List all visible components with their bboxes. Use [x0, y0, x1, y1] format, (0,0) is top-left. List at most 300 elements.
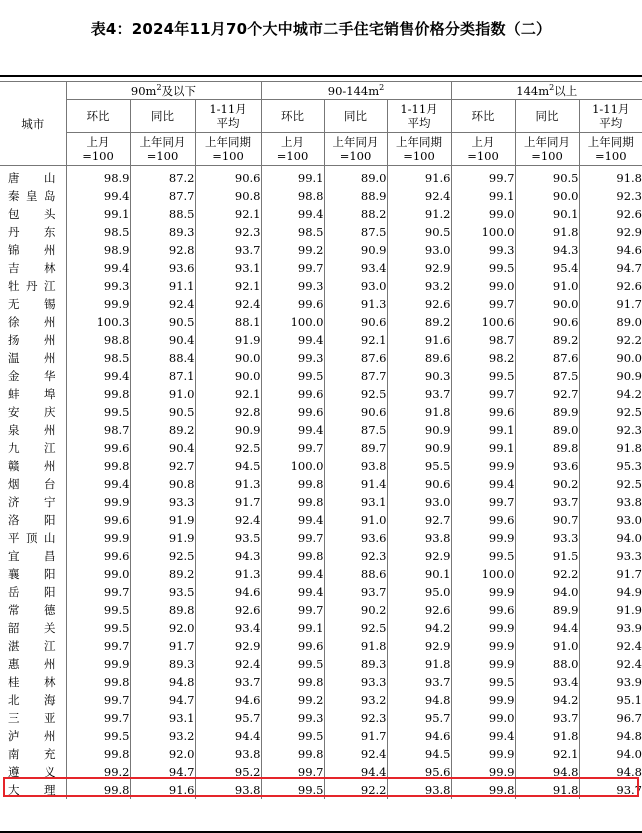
index-value: 91.0 — [515, 637, 579, 655]
index-value: 99.9 — [66, 655, 130, 673]
index-value: 93.6 — [324, 529, 387, 547]
index-value: 100.6 — [451, 313, 515, 331]
index-value: 89.7 — [324, 439, 387, 457]
index-value: 90.6 — [324, 403, 387, 421]
table-row — [0, 349, 642, 367]
index-value: 92.5 — [579, 475, 642, 493]
city-name: 牡丹江 — [8, 279, 56, 293]
index-value: 93.7 — [515, 493, 579, 511]
index-value: 94.8 — [579, 727, 642, 745]
index-value: 93.0 — [324, 277, 387, 295]
index-value: 99.6 — [66, 439, 130, 457]
index-value: 99.1 — [451, 421, 515, 439]
index-value: 92.4 — [579, 655, 642, 673]
index-value: 89.0 — [515, 421, 579, 439]
table-row — [0, 709, 642, 727]
index-value: 92.4 — [195, 511, 261, 529]
city-name: 九江 — [8, 441, 56, 455]
price-index-table — [0, 81, 642, 799]
index-value: 95.2 — [195, 763, 261, 781]
index-value: 93.0 — [387, 241, 451, 259]
table-row — [0, 403, 642, 421]
index-value: 93.7 — [195, 241, 261, 259]
mom-header: 环比 — [261, 100, 324, 133]
table-row — [0, 547, 642, 565]
index-value: 93.3 — [130, 493, 195, 511]
index-value: 91.9 — [195, 331, 261, 349]
index-value: 92.9 — [195, 637, 261, 655]
index-value: 88.4 — [130, 349, 195, 367]
index-value: 92.7 — [387, 511, 451, 529]
index-value: 92.9 — [387, 547, 451, 565]
index-value: 99.9 — [451, 637, 515, 655]
index-value: 99.1 — [451, 187, 515, 205]
index-value: 95.7 — [387, 709, 451, 727]
index-value: 91.5 — [515, 547, 579, 565]
index-value: 96.7 — [579, 709, 642, 727]
index-value: 99.4 — [66, 187, 130, 205]
index-value: 92.7 — [515, 385, 579, 403]
index-value: 99.5 — [66, 727, 130, 745]
index-value: 90.6 — [387, 475, 451, 493]
ytd-header: 1-11月 平均 — [579, 100, 642, 133]
index-value: 90.7 — [515, 511, 579, 529]
index-value: 98.7 — [66, 421, 130, 439]
index-value: 90.0 — [195, 367, 261, 385]
index-value: 90.2 — [515, 475, 579, 493]
index-value: 92.9 — [387, 637, 451, 655]
table-row — [0, 331, 642, 349]
index-value: 90.6 — [195, 166, 261, 188]
index-value: 89.0 — [324, 166, 387, 188]
index-value: 100.0 — [451, 223, 515, 241]
index-value: 90.5 — [130, 403, 195, 421]
table-row — [0, 583, 642, 601]
yoy-header: 同比 — [130, 100, 195, 133]
index-value: 99.7 — [261, 763, 324, 781]
index-value: 92.4 — [324, 745, 387, 763]
index-value: 95.1 — [579, 691, 642, 709]
ytd-base: 上年同期 =100 — [387, 133, 451, 166]
index-value: 92.4 — [579, 637, 642, 655]
index-value: 94.2 — [515, 691, 579, 709]
index-value: 94.8 — [387, 691, 451, 709]
index-value: 88.2 — [324, 205, 387, 223]
index-value: 93.1 — [130, 709, 195, 727]
index-value: 99.7 — [451, 295, 515, 313]
mom-base: 上月 =100 — [451, 133, 515, 166]
index-value: 91.8 — [579, 439, 642, 457]
yoy-header: 同比 — [324, 100, 387, 133]
index-value: 99.7 — [451, 166, 515, 188]
city-name: 济宁 — [8, 495, 56, 509]
table-row — [0, 763, 642, 781]
city-name: 韶关 — [8, 621, 56, 635]
index-value: 99.8 — [66, 745, 130, 763]
index-value: 94.3 — [515, 241, 579, 259]
index-value: 92.8 — [195, 403, 261, 421]
index-value: 91.3 — [195, 475, 261, 493]
index-value: 94.8 — [579, 763, 642, 781]
index-value: 99.4 — [451, 727, 515, 745]
index-value: 91.8 — [515, 727, 579, 745]
city-name: 包头 — [8, 207, 56, 221]
index-value: 99.0 — [451, 205, 515, 223]
index-value: 92.5 — [195, 439, 261, 457]
index-value: 95.5 — [387, 457, 451, 475]
index-value: 91.7 — [195, 493, 261, 511]
index-value: 87.7 — [324, 367, 387, 385]
index-value: 93.8 — [387, 529, 451, 547]
index-value: 93.7 — [387, 673, 451, 691]
index-value: 94.8 — [130, 673, 195, 691]
mom-header: 环比 — [451, 100, 515, 133]
index-value: 99.6 — [451, 403, 515, 421]
index-value: 95.0 — [387, 583, 451, 601]
index-value: 99.7 — [66, 583, 130, 601]
index-value: 99.9 — [451, 691, 515, 709]
index-value: 91.7 — [324, 727, 387, 745]
index-value: 99.8 — [261, 547, 324, 565]
index-value: 99.7 — [261, 439, 324, 457]
index-value: 90.9 — [324, 241, 387, 259]
table-row — [0, 205, 642, 223]
index-value: 92.3 — [324, 547, 387, 565]
index-value: 100.0 — [451, 565, 515, 583]
index-value: 99.9 — [451, 745, 515, 763]
index-value: 93.0 — [579, 511, 642, 529]
mom-base: 上月 =100 — [261, 133, 324, 166]
index-value: 92.6 — [387, 601, 451, 619]
table-row — [0, 313, 642, 331]
yoy-base: 上年同月 =100 — [130, 133, 195, 166]
index-value: 99.5 — [261, 781, 324, 799]
index-value: 93.8 — [195, 781, 261, 799]
index-value: 92.3 — [579, 187, 642, 205]
index-value: 98.8 — [261, 187, 324, 205]
city-name: 徐州 — [8, 315, 56, 329]
index-value: 92.2 — [579, 331, 642, 349]
index-value: 99.7 — [66, 709, 130, 727]
index-value: 99.1 — [261, 619, 324, 637]
index-value: 99.5 — [261, 727, 324, 745]
table-row — [0, 439, 642, 457]
index-value: 99.5 — [66, 601, 130, 619]
index-value: 92.6 — [579, 205, 642, 223]
index-value: 94.7 — [130, 691, 195, 709]
index-value: 99.5 — [451, 259, 515, 277]
index-value: 99.9 — [451, 529, 515, 547]
index-value: 88.6 — [324, 565, 387, 583]
index-value: 94.4 — [515, 619, 579, 637]
city-name: 秦皇岛 — [8, 189, 56, 203]
index-value: 93.7 — [195, 673, 261, 691]
index-value: 93.0 — [387, 493, 451, 511]
index-value: 99.6 — [261, 295, 324, 313]
index-value: 99.8 — [261, 673, 324, 691]
index-value: 99.8 — [261, 745, 324, 763]
city-name: 唐山 — [8, 171, 56, 185]
index-value: 98.8 — [66, 331, 130, 349]
index-value: 93.5 — [130, 583, 195, 601]
index-value: 99.0 — [451, 709, 515, 727]
index-value: 99.5 — [66, 619, 130, 637]
table-row — [0, 241, 642, 259]
index-value: 91.6 — [130, 781, 195, 799]
city-name: 锦州 — [8, 243, 56, 257]
index-value: 99.4 — [451, 475, 515, 493]
index-value: 95.4 — [515, 259, 579, 277]
index-value: 100.0 — [261, 457, 324, 475]
index-value: 99.9 — [451, 763, 515, 781]
index-value: 90.1 — [515, 205, 579, 223]
index-value: 99.3 — [261, 709, 324, 727]
index-value: 92.1 — [195, 205, 261, 223]
index-value: 89.2 — [130, 421, 195, 439]
index-value: 99.8 — [66, 457, 130, 475]
city-name: 扬州 — [8, 333, 56, 347]
index-value: 93.4 — [195, 619, 261, 637]
city-name: 赣州 — [8, 459, 56, 473]
index-value: 93.1 — [195, 259, 261, 277]
index-value: 99.3 — [261, 277, 324, 295]
index-value: 92.9 — [579, 223, 642, 241]
mom-base: 上月 =100 — [66, 133, 130, 166]
index-value: 92.1 — [195, 385, 261, 403]
city-name: 安庆 — [8, 405, 56, 419]
table-row — [0, 223, 642, 241]
index-value: 87.1 — [130, 367, 195, 385]
index-value: 93.7 — [387, 385, 451, 403]
index-value: 91.9 — [130, 529, 195, 547]
table-row — [0, 601, 642, 619]
index-value: 89.3 — [130, 223, 195, 241]
index-value: 99.2 — [66, 763, 130, 781]
table-row — [0, 619, 642, 637]
index-value: 90.6 — [324, 313, 387, 331]
index-value: 93.4 — [515, 673, 579, 691]
table-row — [0, 781, 642, 799]
index-value: 88.1 — [195, 313, 261, 331]
index-value: 95.3 — [579, 457, 642, 475]
index-value: 93.8 — [195, 745, 261, 763]
table-row — [0, 655, 642, 673]
table-row — [0, 493, 642, 511]
index-value: 90.6 — [515, 313, 579, 331]
index-value: 89.8 — [130, 601, 195, 619]
index-value: 90.5 — [387, 223, 451, 241]
index-value: 98.9 — [66, 166, 130, 188]
index-value: 94.5 — [387, 745, 451, 763]
index-value: 92.4 — [195, 295, 261, 313]
index-value: 99.4 — [261, 205, 324, 223]
index-value: 93.3 — [324, 673, 387, 691]
index-value: 99.0 — [66, 565, 130, 583]
index-value: 92.1 — [515, 745, 579, 763]
index-value: 91.2 — [387, 205, 451, 223]
city-name: 平顶山 — [8, 531, 56, 545]
index-value: 92.1 — [324, 331, 387, 349]
index-value: 92.8 — [130, 241, 195, 259]
table-row — [0, 187, 642, 205]
index-value: 91.3 — [324, 295, 387, 313]
index-value: 94.6 — [195, 691, 261, 709]
index-value: 92.3 — [324, 709, 387, 727]
index-value: 99.4 — [66, 475, 130, 493]
index-value: 94.5 — [195, 457, 261, 475]
index-value: 99.9 — [66, 295, 130, 313]
index-value: 91.8 — [515, 223, 579, 241]
index-value: 93.5 — [195, 529, 261, 547]
index-value: 89.2 — [515, 331, 579, 349]
index-value: 92.1 — [195, 277, 261, 295]
index-value: 90.2 — [324, 601, 387, 619]
index-value: 95.6 — [387, 763, 451, 781]
ytd-header: 1-11月 平均 — [195, 100, 261, 133]
index-value: 99.7 — [261, 529, 324, 547]
index-value: 99.4 — [261, 421, 324, 439]
index-value: 90.3 — [387, 367, 451, 385]
index-value: 91.6 — [387, 166, 451, 188]
index-value: 100.3 — [66, 313, 130, 331]
city-name: 泸州 — [8, 729, 56, 743]
index-value: 93.2 — [324, 691, 387, 709]
index-value: 99.5 — [261, 367, 324, 385]
index-value: 99.5 — [261, 655, 324, 673]
table-row — [0, 421, 642, 439]
index-value: 98.5 — [66, 349, 130, 367]
index-value: 93.8 — [387, 781, 451, 799]
group-header-large: $144m^2$以上 — [451, 82, 642, 100]
city-name: 温州 — [8, 351, 56, 365]
index-value: 90.8 — [195, 187, 261, 205]
index-value: 93.1 — [324, 493, 387, 511]
index-value: 91.0 — [515, 277, 579, 295]
index-value: 99.7 — [451, 385, 515, 403]
index-value: 94.7 — [130, 763, 195, 781]
index-value: 91.7 — [579, 295, 642, 313]
index-value: 89.2 — [130, 565, 195, 583]
city-name: 金华 — [8, 369, 56, 383]
city-name: 丹东 — [8, 225, 56, 239]
index-value: 92.4 — [195, 655, 261, 673]
index-value: 93.7 — [515, 709, 579, 727]
index-value: 87.7 — [130, 187, 195, 205]
city-name: 宜昌 — [8, 549, 56, 563]
index-value: 99.9 — [66, 529, 130, 547]
index-value: 93.8 — [324, 457, 387, 475]
city-name: 南充 — [8, 747, 56, 761]
table-row — [0, 529, 642, 547]
city-name: 常德 — [8, 603, 56, 617]
index-value: 92.6 — [195, 601, 261, 619]
index-value: 99.7 — [261, 259, 324, 277]
index-value: 94.6 — [387, 727, 451, 745]
index-value: 91.7 — [130, 637, 195, 655]
index-value: 99.5 — [66, 403, 130, 421]
index-value: 92.0 — [130, 619, 195, 637]
index-value: 87.5 — [324, 223, 387, 241]
index-value: 92.9 — [387, 259, 451, 277]
index-value: 98.5 — [261, 223, 324, 241]
index-value: 99.5 — [451, 367, 515, 385]
table-row — [0, 511, 642, 529]
index-value: 90.9 — [195, 421, 261, 439]
mom-header: 环比 — [66, 100, 130, 133]
index-value: 90.8 — [130, 475, 195, 493]
index-value: 93.3 — [579, 547, 642, 565]
index-value: 94.9 — [579, 583, 642, 601]
table-row — [0, 385, 642, 403]
index-value: 99.8 — [66, 385, 130, 403]
index-value: 99.4 — [66, 367, 130, 385]
table-row — [0, 166, 642, 188]
index-value: 99.2 — [261, 241, 324, 259]
group-header-small: $90m^2$及以下 — [66, 82, 261, 100]
index-value: 89.0 — [579, 313, 642, 331]
index-value: 87.6 — [324, 349, 387, 367]
index-value: 90.1 — [387, 565, 451, 583]
index-value: 99.8 — [261, 493, 324, 511]
index-value: 88.0 — [515, 655, 579, 673]
index-value: 93.8 — [579, 493, 642, 511]
table-row — [0, 565, 642, 583]
index-value: 91.8 — [387, 403, 451, 421]
ytd-base: 上年同期 =100 — [579, 133, 642, 166]
index-value: 99.3 — [66, 277, 130, 295]
index-value: 87.2 — [130, 166, 195, 188]
index-value: 99.4 — [261, 583, 324, 601]
index-value: 93.7 — [324, 583, 387, 601]
index-value: 99.8 — [261, 475, 324, 493]
index-value: 92.5 — [130, 547, 195, 565]
index-value: 87.5 — [324, 421, 387, 439]
table-title: 表4：2024年11月70个大中城市二手住宅销售价格分类指数（二） — [90, 20, 552, 38]
table-row — [0, 727, 642, 745]
index-value: 99.5 — [451, 673, 515, 691]
index-value: 94.2 — [579, 385, 642, 403]
index-value: 94.6 — [195, 583, 261, 601]
index-value: 93.9 — [579, 619, 642, 637]
city-name: 湛江 — [8, 639, 56, 653]
index-value: 93.4 — [324, 259, 387, 277]
index-value: 91.6 — [387, 331, 451, 349]
index-value: 90.4 — [130, 439, 195, 457]
index-value: 90.9 — [579, 367, 642, 385]
index-value: 93.6 — [130, 259, 195, 277]
city-name: 北海 — [8, 693, 56, 707]
index-value: 87.5 — [515, 367, 579, 385]
index-value: 94.2 — [387, 619, 451, 637]
index-value: 91.7 — [579, 565, 642, 583]
index-value: 91.8 — [515, 781, 579, 799]
index-value: 93.9 — [579, 673, 642, 691]
index-value: 91.0 — [130, 385, 195, 403]
table-row — [0, 259, 642, 277]
index-value: 89.2 — [387, 313, 451, 331]
index-value: 94.7 — [579, 259, 642, 277]
city-name: 蚌埠 — [8, 387, 56, 401]
index-value: 94.0 — [579, 529, 642, 547]
city-name: 桂林 — [8, 675, 56, 689]
index-value: 87.6 — [515, 349, 579, 367]
index-value: 91.8 — [579, 166, 642, 188]
table-row — [0, 673, 642, 691]
index-value: 99.7 — [261, 601, 324, 619]
index-value: 99.6 — [451, 601, 515, 619]
index-value: 88.9 — [324, 187, 387, 205]
index-value: 89.9 — [515, 403, 579, 421]
